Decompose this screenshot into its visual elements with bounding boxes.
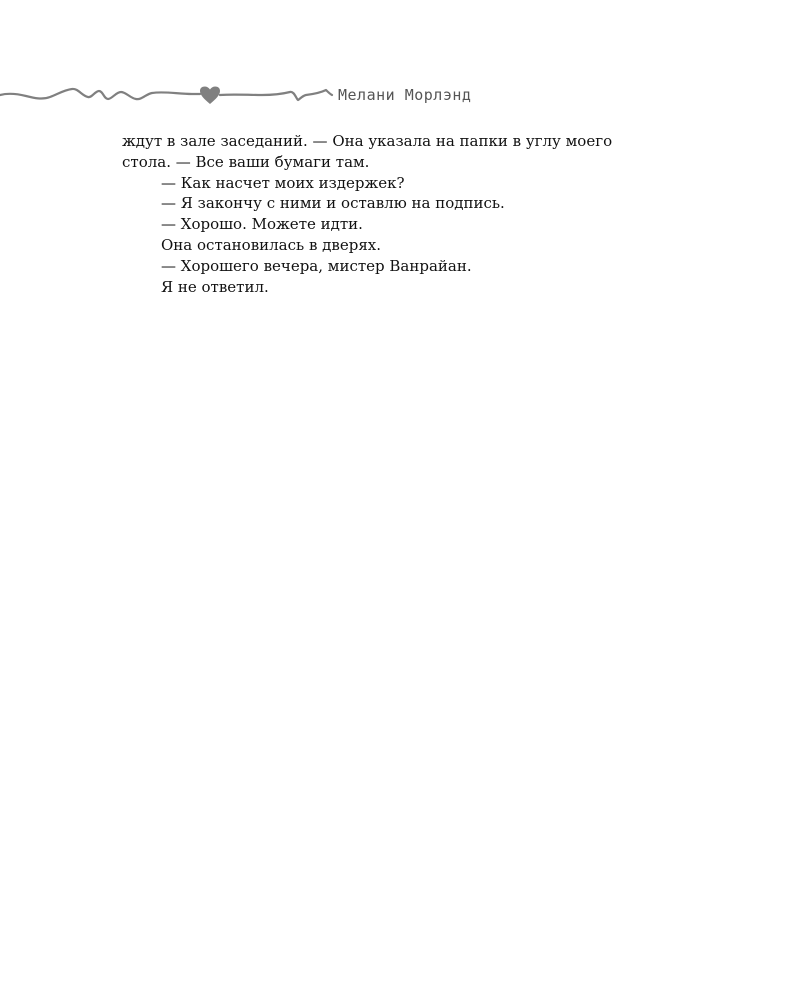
text-line: ждут в зале заседаний. — Она указала на папки в углу моего [122, 132, 613, 150]
text-line: — Как насчет моих издержек? [161, 173, 405, 192]
text-line: Она остановилась в дверях. [161, 235, 382, 254]
text-line: — Хорошего вечера, мистер Ванрайан. [161, 256, 472, 275]
text-line: стола. — Все ваши бумаги там. [122, 152, 370, 171]
heart-icon [200, 87, 220, 105]
author-name: Мелани Морлэнд [338, 86, 472, 104]
text-line: Я не ответил. [161, 277, 269, 296]
running-header [0, 78, 800, 114]
text-line: — Хорошо. Можете идти. [161, 215, 363, 234]
book-text [122, 131, 722, 297]
squiggle-line [0, 89, 332, 100]
text-line: — Я закончу с ними и оставлю на подпись. [161, 194, 505, 213]
